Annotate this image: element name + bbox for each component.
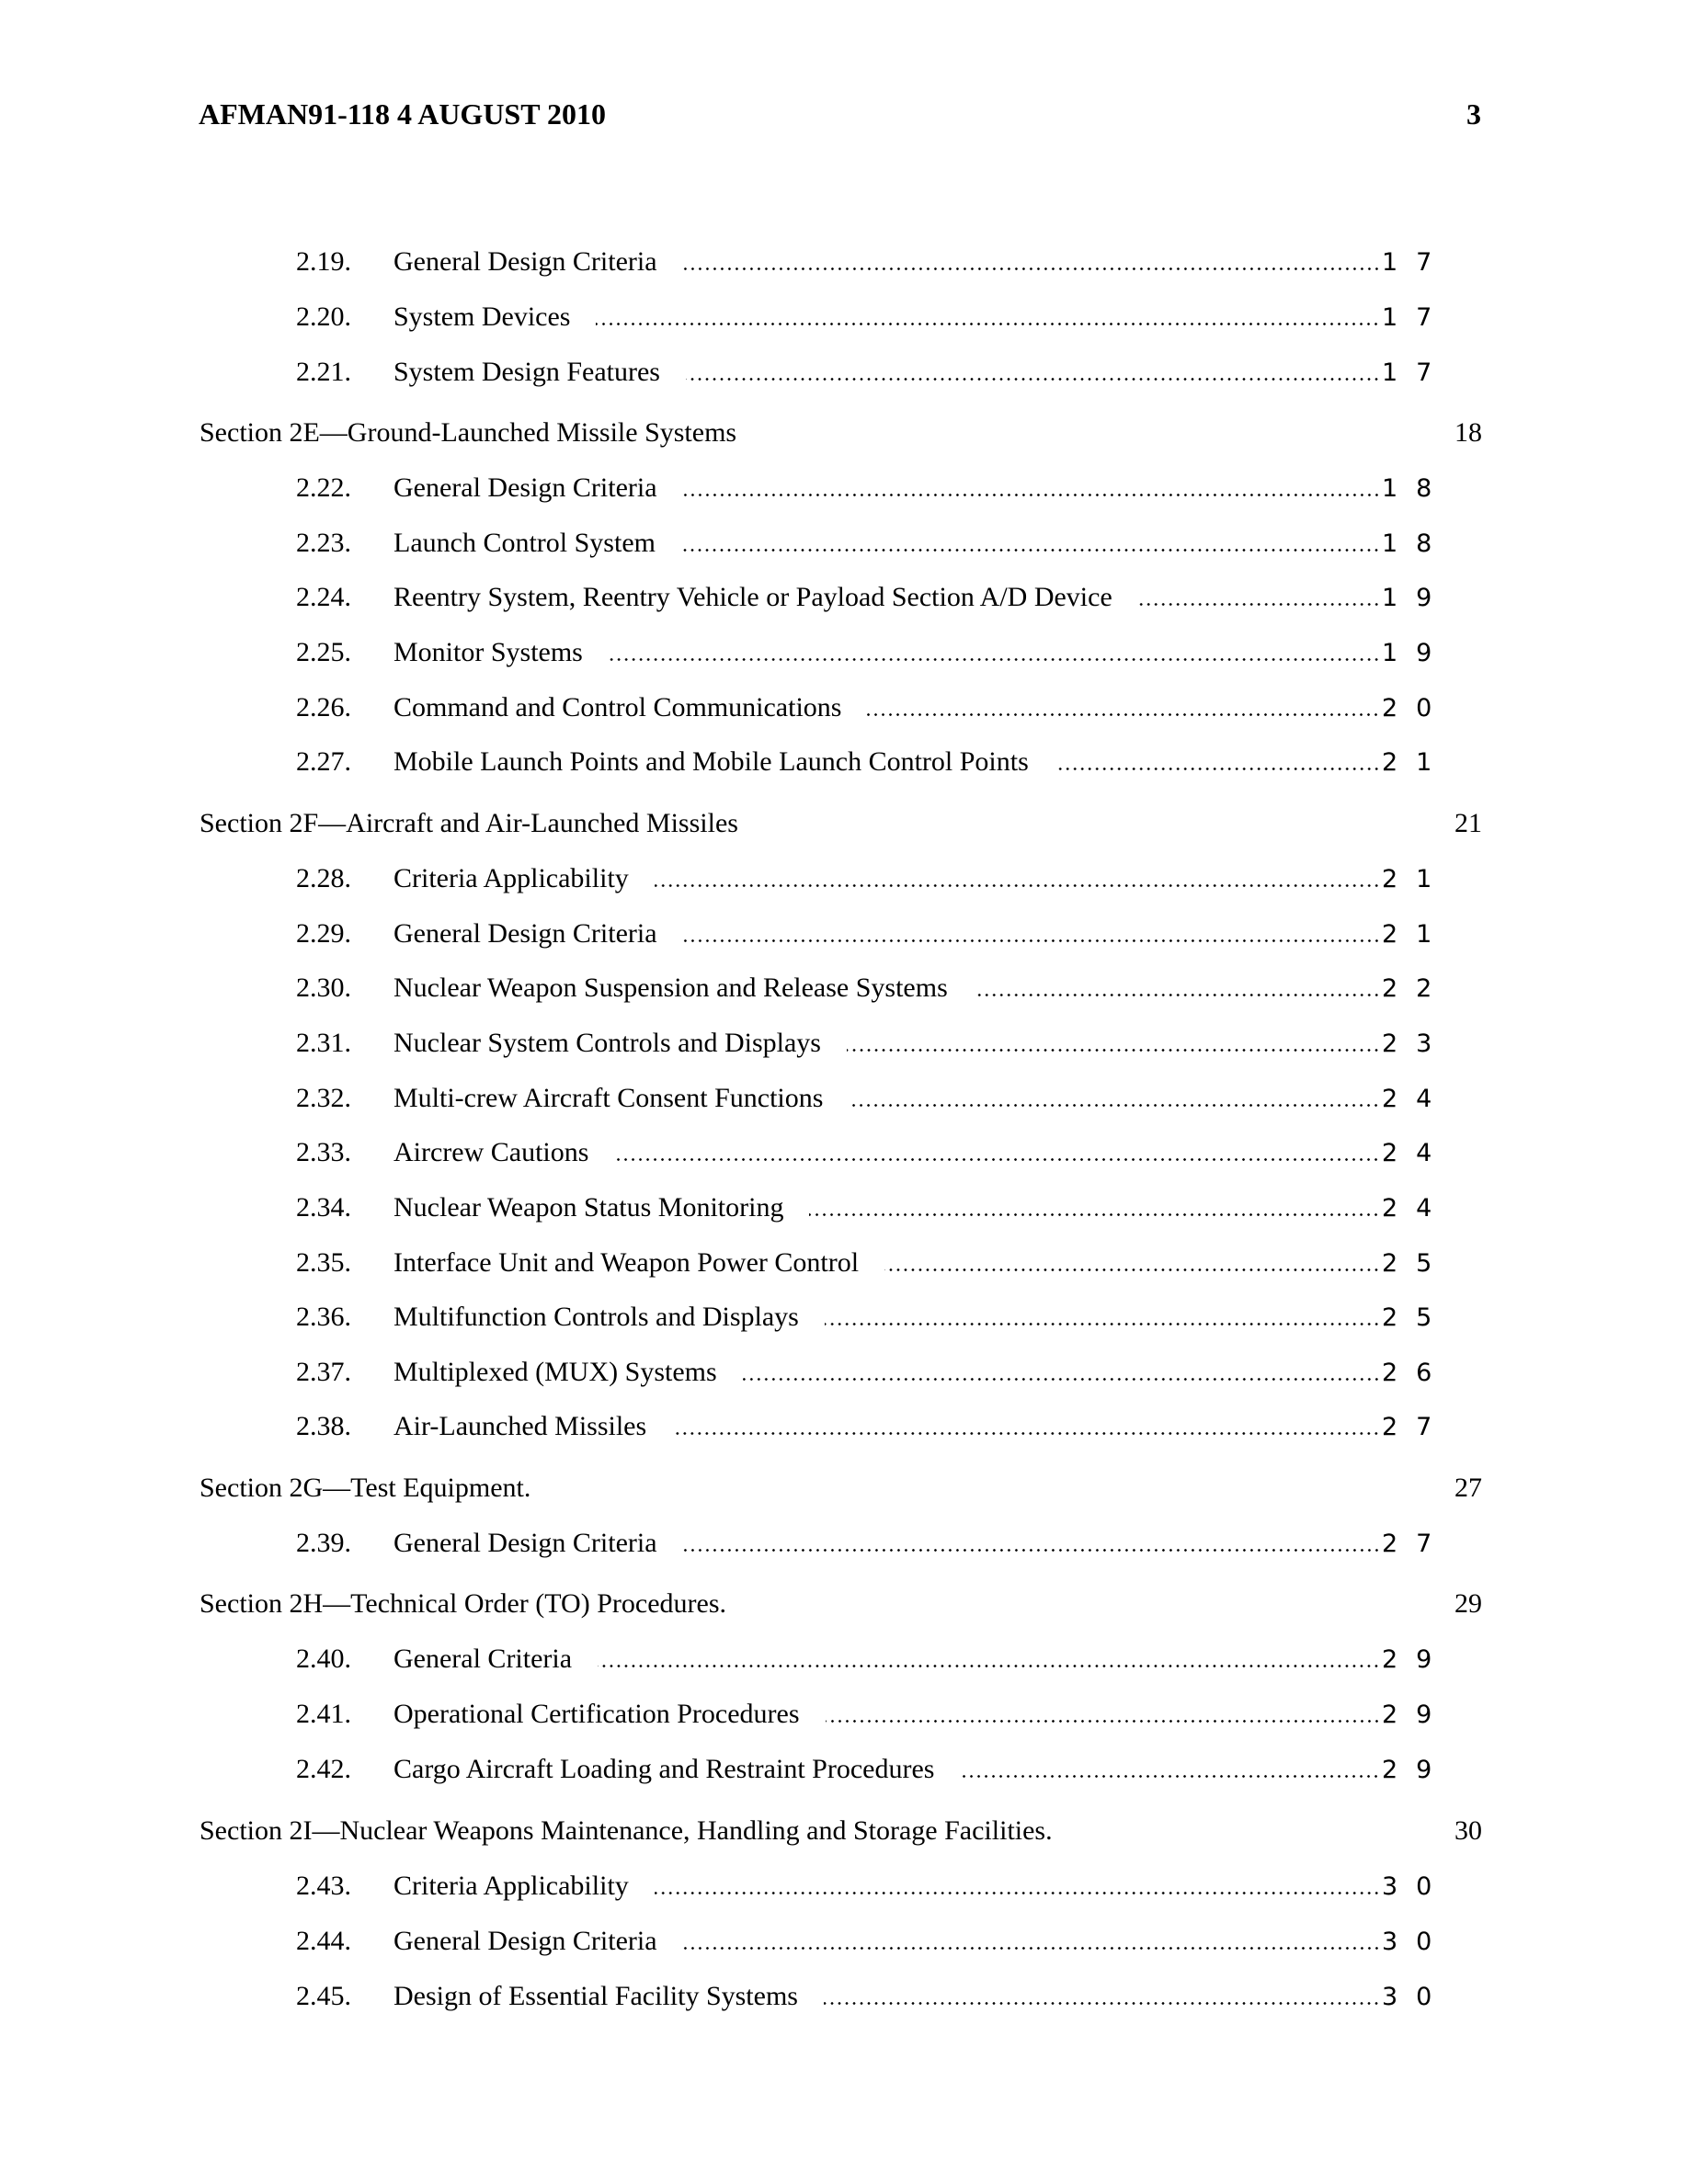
- entry-title: General Criteria: [393, 1644, 573, 1674]
- entry-page: 30: [1382, 1982, 1451, 2011]
- section-page: 18: [1454, 417, 1482, 448]
- entry-title: Monitor Systems: [393, 637, 583, 667]
- entry-title: Nuclear Weapon Status Monitoring: [393, 1192, 784, 1223]
- dot-leader: [884, 1268, 1380, 1271]
- entry-page: 27: [1382, 1412, 1451, 1441]
- entry-number: 2.39.: [296, 1528, 351, 1558]
- toc-entry-2-26[interactable]: [296, 688, 1459, 728]
- entry-title: General Design Criteria: [393, 918, 657, 949]
- entry-title: Launch Control System: [393, 528, 656, 558]
- entry-number: 2.36.: [296, 1302, 351, 1332]
- dot-leader: [596, 323, 1380, 325]
- toc-entry-2-34[interactable]: [296, 1188, 1459, 1228]
- entry-number: 2.31.: [296, 1028, 351, 1058]
- entry-number: 2.22.: [296, 472, 351, 503]
- dot-leader: [655, 1892, 1380, 1894]
- entry-title: General Design Criteria: [393, 472, 657, 503]
- entry-page: 30: [1382, 1927, 1451, 1956]
- entry-page: 17: [1382, 302, 1451, 332]
- toc-entry-2-45[interactable]: [296, 1976, 1459, 2017]
- toc-section-2e[interactable]: [200, 413, 1482, 453]
- section-page: 30: [1454, 1815, 1482, 1846]
- entry-title: Multi-crew Aircraft Consent Functions: [393, 1083, 824, 1113]
- entry-page: 25: [1382, 1248, 1451, 1278]
- entry-number: 2.28.: [296, 863, 351, 893]
- entry-number: 2.33.: [296, 1137, 351, 1167]
- entry-title: Multiplexed (MUX) Systems: [393, 1357, 717, 1387]
- entry-title: Design of Essential Facility Systems: [393, 1981, 798, 2011]
- toc-entry-2-19[interactable]: [296, 242, 1459, 282]
- entry-page: 29: [1382, 1700, 1451, 1729]
- toc-entry-2-22[interactable]: [296, 468, 1459, 508]
- section-title: Section 2F—Aircraft and Air-Launched Missiles: [200, 808, 738, 838]
- section-title: Section 2G—Test Equipment.: [200, 1473, 531, 1503]
- dot-leader: [614, 1158, 1380, 1161]
- page-header: [199, 96, 1481, 132]
- dot-leader: [826, 1720, 1380, 1723]
- entry-page: 21: [1382, 864, 1451, 893]
- entry-title: Reentry System, Reentry Vehicle or Payload Section A/D Device: [393, 582, 1112, 612]
- entry-number: 2.37.: [296, 1357, 351, 1387]
- dot-leader: [686, 378, 1380, 381]
- toc-entry-2-41[interactable]: [296, 1694, 1459, 1735]
- entry-number: 2.23.: [296, 528, 351, 558]
- section-title: Section 2H—Technical Order (TO) Procedures.: [200, 1588, 726, 1619]
- entry-number: 2.45.: [296, 1981, 351, 2011]
- toc-section-2g[interactable]: [200, 1468, 1482, 1508]
- entry-title: Mobile Launch Points and Mobile Launch Control Points: [393, 746, 1029, 777]
- entry-title: Operational Certification Procedures: [393, 1699, 800, 1729]
- entry-number: 2.38.: [296, 1411, 351, 1441]
- dot-leader: [683, 267, 1380, 270]
- toc-entry-2-42[interactable]: [296, 1749, 1459, 1790]
- entry-page: 19: [1382, 583, 1451, 612]
- entry-number: 2.43.: [296, 1871, 351, 1901]
- dot-leader: [672, 1432, 1380, 1435]
- toc-entry-2-29[interactable]: [296, 914, 1459, 954]
- entry-number: 2.44.: [296, 1926, 351, 1956]
- entry-title: Nuclear System Controls and Displays: [393, 1028, 821, 1058]
- entry-title: Cargo Aircraft Loading and Restraint Procedures: [393, 1754, 935, 1784]
- toc-entry-2-27[interactable]: [296, 742, 1459, 782]
- entry-number: 2.19.: [296, 246, 351, 277]
- entry-number: 2.35.: [296, 1247, 351, 1278]
- toc-entry-2-37[interactable]: [296, 1352, 1459, 1393]
- toc-entry-2-35[interactable]: [296, 1243, 1459, 1283]
- section-page: 27: [1454, 1473, 1482, 1503]
- toc-entry-2-39[interactable]: [296, 1523, 1459, 1564]
- toc-entry-2-38[interactable]: [296, 1406, 1459, 1447]
- entry-title: General Design Criteria: [393, 1528, 657, 1558]
- entry-number: 2.24.: [296, 582, 351, 612]
- entry-page: 30: [1382, 1871, 1451, 1901]
- toc-entry-2-23[interactable]: [296, 523, 1459, 563]
- entry-title: Interface Unit and Weapon Power Control: [393, 1247, 860, 1278]
- section-page: 21: [1454, 808, 1482, 838]
- dot-leader: [681, 549, 1380, 552]
- entry-number: 2.21.: [296, 357, 351, 387]
- dot-leader: [683, 1549, 1380, 1552]
- entry-title: General Design Criteria: [393, 1926, 657, 1956]
- document-identifier: AFMAN91-118 4 AUGUST 2010: [199, 97, 606, 131]
- entry-page: 27: [1382, 1529, 1451, 1558]
- dot-leader: [847, 1049, 1380, 1052]
- entry-title: Aircrew Cautions: [393, 1137, 589, 1167]
- toc-section-2i[interactable]: [200, 1811, 1482, 1851]
- entry-number: 2.20.: [296, 301, 351, 332]
- section-page: 29: [1454, 1588, 1482, 1619]
- page-number: 3: [1466, 97, 1481, 131]
- dot-leader: [825, 1323, 1380, 1325]
- dot-leader: [960, 1775, 1380, 1778]
- dot-leader: [1055, 768, 1380, 770]
- toc-entry-2-44[interactable]: [296, 1921, 1459, 1962]
- entry-title: Nuclear Weapon Suspension and Release Systems: [393, 973, 948, 1003]
- entry-number: 2.42.: [296, 1754, 351, 1784]
- entry-number: 2.26.: [296, 692, 351, 722]
- toc-entry-2-32[interactable]: [296, 1078, 1459, 1119]
- dot-leader: [1138, 603, 1380, 606]
- dot-leader: [743, 1378, 1380, 1381]
- entry-page: 21: [1382, 747, 1451, 777]
- dot-leader: [683, 1947, 1380, 1950]
- toc-entry-2-40[interactable]: [296, 1639, 1459, 1679]
- dot-leader: [683, 939, 1380, 942]
- entry-page: 18: [1382, 473, 1451, 503]
- entry-page: 23: [1382, 1029, 1451, 1058]
- entry-page: 24: [1382, 1084, 1451, 1113]
- dot-leader: [655, 884, 1380, 887]
- toc-entry-2-43[interactable]: [296, 1866, 1459, 1906]
- section-title: Section 2I—Nuclear Weapons Maintenance, Handling and Storage Facilities.: [200, 1815, 1053, 1846]
- entry-number: 2.41.: [296, 1699, 351, 1729]
- toc-entry-2-30[interactable]: [296, 968, 1459, 1008]
- entry-title: General Design Criteria: [393, 246, 657, 277]
- entry-page: 24: [1382, 1138, 1451, 1167]
- entry-page: 29: [1382, 1644, 1451, 1674]
- dot-leader: [974, 994, 1380, 996]
- entry-number: 2.30.: [296, 973, 351, 1003]
- entry-title: Criteria Applicability: [393, 863, 629, 893]
- entry-number: 2.34.: [296, 1192, 351, 1223]
- toc-entry-2-31[interactable]: [296, 1023, 1459, 1064]
- entry-page: 19: [1382, 638, 1451, 667]
- entry-title: Command and Control Communications: [393, 692, 842, 722]
- toc-entry-2-24[interactable]: [296, 577, 1459, 618]
- entry-number: 2.32.: [296, 1083, 351, 1113]
- dot-leader: [609, 658, 1380, 661]
- entry-page: 24: [1382, 1193, 1451, 1223]
- entry-page: 17: [1382, 247, 1451, 277]
- dot-leader: [809, 1213, 1380, 1216]
- toc-entry-2-25[interactable]: [296, 632, 1459, 673]
- toc-entry-2-33[interactable]: [296, 1132, 1459, 1173]
- toc-entry-2-21[interactable]: [296, 352, 1459, 392]
- entry-title: Multifunction Controls and Displays: [393, 1302, 799, 1332]
- entry-page: 20: [1382, 693, 1451, 722]
- toc-section-2f[interactable]: [200, 803, 1482, 844]
- dot-leader: [824, 2002, 1380, 2005]
- toc-section-2h[interactable]: [200, 1584, 1482, 1624]
- entry-number: 2.27.: [296, 746, 351, 777]
- dot-leader: [849, 1104, 1380, 1107]
- entry-number: 2.40.: [296, 1644, 351, 1674]
- entry-page: 25: [1382, 1302, 1451, 1332]
- section-title: Section 2E—Ground-Launched Missile Systems: [200, 417, 737, 448]
- entry-page: 17: [1382, 358, 1451, 387]
- entry-page: 22: [1382, 973, 1451, 1003]
- entry-page: 29: [1382, 1755, 1451, 1784]
- entry-title: Air-Launched Missiles: [393, 1411, 647, 1441]
- toc-entry-2-20[interactable]: [296, 297, 1459, 337]
- entry-number: 2.29.: [296, 918, 351, 949]
- toc-entry-2-28[interactable]: [296, 859, 1459, 899]
- entry-page: 26: [1382, 1358, 1451, 1387]
- entry-title: System Design Features: [393, 357, 660, 387]
- entry-page: 21: [1382, 919, 1451, 949]
- entry-title: System Devices: [393, 301, 571, 332]
- dot-leader: [683, 494, 1380, 496]
- entry-title: Criteria Applicability: [393, 1871, 629, 1901]
- entry-page: 18: [1382, 529, 1451, 558]
- entry-number: 2.25.: [296, 637, 351, 667]
- dot-leader: [598, 1665, 1380, 1667]
- dot-leader: [867, 713, 1380, 716]
- toc-entry-2-36[interactable]: [296, 1297, 1459, 1337]
